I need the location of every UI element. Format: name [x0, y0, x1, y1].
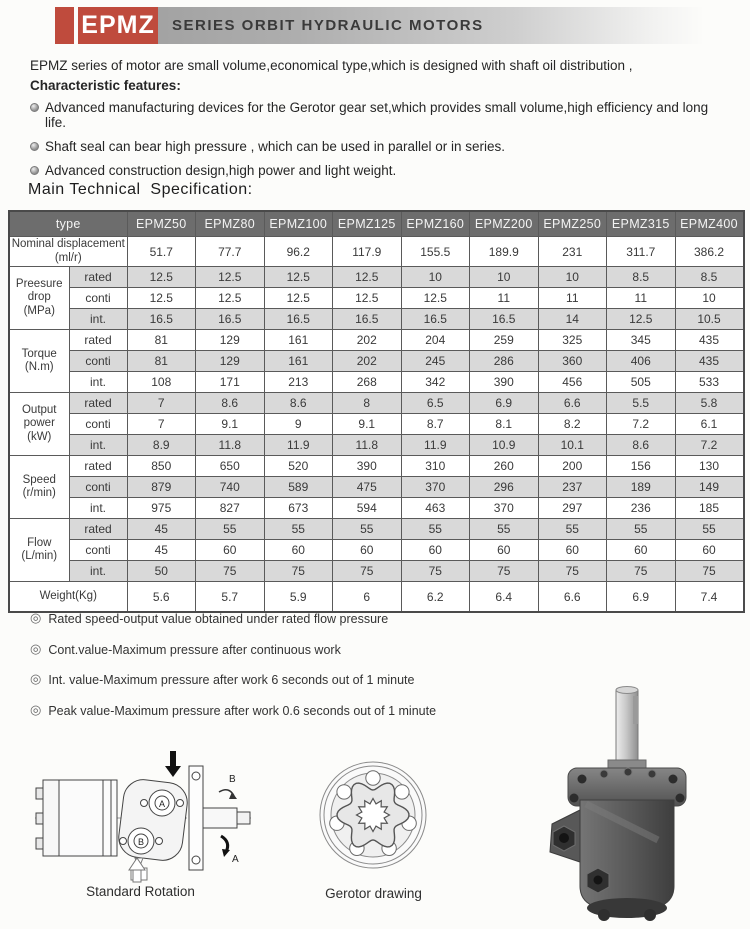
table-row — [9, 519, 744, 540]
value-cell: 7 — [127, 414, 196, 435]
value-cell: 75 — [470, 561, 539, 582]
value-cell: 8.6 — [196, 393, 265, 414]
features-title: Characteristic features: — [30, 78, 181, 93]
group-cell: Nominal displacement (ml/r) — [9, 237, 127, 267]
type-header-cell: type — [9, 211, 127, 237]
table-row — [9, 561, 744, 582]
table-row — [9, 498, 744, 519]
feature-bullet-icon — [30, 103, 39, 112]
value-cell: 50 — [127, 561, 196, 582]
sub-cell: rated — [69, 330, 127, 351]
value-cell: 12.5 — [264, 267, 333, 288]
value-cell: 96.2 — [264, 237, 333, 267]
table-row — [9, 456, 744, 477]
value-cell: 200 — [538, 456, 607, 477]
sub-cell: int. — [69, 561, 127, 582]
header-bar — [78, 7, 705, 44]
feature-item — [30, 139, 732, 154]
value-cell: 370 — [401, 477, 470, 498]
value-cell: 16.5 — [333, 309, 402, 330]
value-cell: 16.5 — [264, 309, 333, 330]
gerotor-figure — [318, 760, 428, 870]
port-b-label: B — [137, 837, 145, 847]
model-header-cell: EPMZ315 — [607, 211, 676, 237]
value-cell: 60 — [538, 540, 607, 561]
note-text: Rated speed-output value obtained under rated flow pressure — [48, 612, 389, 626]
value-cell: 456 — [538, 372, 607, 393]
value-cell: 129 — [196, 330, 265, 351]
value-cell: 360 — [538, 351, 607, 372]
value-cell: 60 — [196, 540, 265, 561]
table-row — [9, 582, 744, 613]
value-cell: 75 — [538, 561, 607, 582]
table-row — [9, 288, 744, 309]
value-cell: 6.6 — [538, 582, 607, 613]
table-row — [9, 372, 744, 393]
model-header-cell: EPMZ400 — [675, 211, 744, 237]
feature-text: Shaft seal can bear high pressure , which can be used in parallel or in series. — [45, 139, 506, 154]
value-cell: 60 — [401, 540, 470, 561]
model-header-cell: EPMZ160 — [401, 211, 470, 237]
header-title: SERIES ORBIT HYDRAULIC MOTORS — [172, 17, 484, 34]
sub-cell: conti — [69, 414, 127, 435]
value-cell: 11.8 — [196, 435, 265, 456]
value-cell: 129 — [196, 351, 265, 372]
value-cell: 213 — [264, 372, 333, 393]
value-cell: 12.5 — [401, 288, 470, 309]
value-cell: 245 — [401, 351, 470, 372]
value-cell: 260 — [470, 456, 539, 477]
sub-cell: rated — [69, 519, 127, 540]
sub-cell: rated — [69, 393, 127, 414]
table-row — [9, 477, 744, 498]
value-cell: 259 — [470, 330, 539, 351]
value-cell: 8.6 — [264, 393, 333, 414]
group-cell: Torque (N.m) — [9, 330, 69, 393]
table-row — [9, 393, 744, 414]
sub-cell: rated — [69, 267, 127, 288]
feature-item — [30, 100, 732, 130]
value-cell: 12.5 — [264, 288, 333, 309]
value-cell: 6 — [333, 582, 402, 613]
value-cell: 149 — [675, 477, 744, 498]
value-cell: 75 — [675, 561, 744, 582]
standard-rotation-figure — [33, 746, 255, 884]
motor-housing — [550, 800, 674, 921]
value-cell: 6.9 — [607, 582, 676, 613]
value-cell: 202 — [333, 330, 402, 351]
value-cell: 650 — [196, 456, 265, 477]
value-cell: 8.1 — [470, 414, 539, 435]
group-cell: Weight(Kg) — [9, 582, 127, 613]
spec-heading: Main Technical Specification: — [28, 181, 253, 198]
end-cover — [43, 780, 59, 856]
value-cell: 8.5 — [675, 267, 744, 288]
sub-cell: int. — [69, 309, 127, 330]
value-cell: 589 — [264, 477, 333, 498]
value-cell: 475 — [333, 477, 402, 498]
value-cell: 12.5 — [196, 267, 265, 288]
value-cell: 8 — [333, 393, 402, 414]
value-cell: 11 — [607, 288, 676, 309]
value-cell: 10.9 — [470, 435, 539, 456]
feature-text: Advanced construction design,high power and light weight. — [45, 163, 397, 178]
value-cell: 117.9 — [333, 237, 402, 267]
value-cell: 11.9 — [401, 435, 470, 456]
value-cell: 268 — [333, 372, 402, 393]
sub-cell: conti — [69, 351, 127, 372]
model-header-cell: EPMZ50 — [127, 211, 196, 237]
value-cell: 8.9 — [127, 435, 196, 456]
value-cell: 8.6 — [607, 435, 676, 456]
table-row — [9, 330, 744, 351]
value-cell: 81 — [127, 351, 196, 372]
value-cell: 12.5 — [127, 267, 196, 288]
value-cell: 6.4 — [470, 582, 539, 613]
rotation-a-label: A — [232, 854, 239, 865]
sub-cell: rated — [69, 456, 127, 477]
features-list — [30, 100, 732, 178]
value-cell: 10 — [401, 267, 470, 288]
value-cell: 55 — [333, 519, 402, 540]
value-cell: 5.9 — [264, 582, 333, 613]
mounting-flange — [189, 766, 203, 870]
value-cell: 342 — [401, 372, 470, 393]
value-cell: 51.7 — [127, 237, 196, 267]
model-header-cell: EPMZ125 — [333, 211, 402, 237]
value-cell: 975 — [127, 498, 196, 519]
standard-rotation-caption: Standard Rotation — [86, 884, 195, 899]
table-header-row — [9, 211, 744, 237]
value-cell: 60 — [470, 540, 539, 561]
value-cell: 5.7 — [196, 582, 265, 613]
value-cell: 7.2 — [607, 414, 676, 435]
table-row — [9, 237, 744, 267]
value-cell: 6.6 — [538, 393, 607, 414]
value-cell: 12.5 — [607, 309, 676, 330]
value-cell: 435 — [675, 330, 744, 351]
value-cell: 370 — [470, 498, 539, 519]
value-cell: 55 — [538, 519, 607, 540]
flow-in-arrow-icon — [165, 751, 181, 777]
value-cell: 10 — [675, 288, 744, 309]
value-cell: 297 — [538, 498, 607, 519]
value-cell: 55 — [675, 519, 744, 540]
value-cell: 12.5 — [333, 288, 402, 309]
note-text: Cont.value-Maximum pressure after continuous work — [48, 642, 341, 657]
value-cell: 10 — [538, 267, 607, 288]
brand-accent-square — [55, 7, 74, 44]
brand-badge: EPMZ — [78, 7, 158, 44]
table-row — [9, 309, 744, 330]
model-header-cell: EPMZ80 — [196, 211, 265, 237]
value-cell: 12.5 — [333, 267, 402, 288]
intro-section — [30, 58, 732, 187]
value-cell: 77.7 — [196, 237, 265, 267]
value-cell: 81 — [127, 330, 196, 351]
value-cell: 16.5 — [470, 309, 539, 330]
value-cell: 11.8 — [333, 435, 402, 456]
value-cell: 520 — [264, 456, 333, 477]
value-cell: 55 — [470, 519, 539, 540]
value-cell: 435 — [675, 351, 744, 372]
value-cell: 311.7 — [607, 237, 676, 267]
feature-item — [30, 163, 732, 178]
value-cell: 16.5 — [401, 309, 470, 330]
valve-plate — [116, 777, 189, 862]
value-cell: 204 — [401, 330, 470, 351]
value-cell: 75 — [333, 561, 402, 582]
value-cell: 55 — [264, 519, 333, 540]
value-cell: 740 — [196, 477, 265, 498]
value-cell: 6.2 — [401, 582, 470, 613]
value-cell: 386.2 — [675, 237, 744, 267]
value-cell: 463 — [401, 498, 470, 519]
value-cell: 236 — [607, 498, 676, 519]
value-cell: 10.5 — [675, 309, 744, 330]
value-cell: 75 — [264, 561, 333, 582]
group-cell: Flow (L/min) — [9, 519, 69, 582]
value-cell: 161 — [264, 330, 333, 351]
note-text: Int. value-Maximum pressure after work 6 seconds out of 1 minute — [48, 673, 415, 687]
motor-photo — [540, 682, 710, 929]
value-cell: 5.6 — [127, 582, 196, 613]
value-cell: 594 — [333, 498, 402, 519]
value-cell: 12.5 — [127, 288, 196, 309]
value-cell: 45 — [127, 540, 196, 561]
value-cell: 10.1 — [538, 435, 607, 456]
value-cell: 850 — [127, 456, 196, 477]
value-cell: 390 — [470, 372, 539, 393]
value-cell: 8.5 — [607, 267, 676, 288]
value-cell: 827 — [196, 498, 265, 519]
feature-bullet-icon — [30, 166, 39, 175]
value-cell: 189 — [607, 477, 676, 498]
value-cell: 55 — [196, 519, 265, 540]
group-cell: Speed (r/min) — [9, 456, 69, 519]
sub-cell: int. — [69, 372, 127, 393]
table-row — [9, 435, 744, 456]
value-cell: 6.5 — [401, 393, 470, 414]
table-row — [9, 267, 744, 288]
value-cell: 16.5 — [196, 309, 265, 330]
value-cell: 189.9 — [470, 237, 539, 267]
value-cell: 533 — [675, 372, 744, 393]
note-bullet-icon: ◎ — [30, 701, 42, 717]
value-cell: 9.1 — [196, 414, 265, 435]
note-bullet-icon: ◎ — [30, 671, 42, 686]
output-shaft — [203, 808, 237, 828]
table-row — [9, 540, 744, 561]
sub-cell: int. — [69, 498, 127, 519]
model-header-cell: EPMZ200 — [470, 211, 539, 237]
sub-cell: conti — [69, 477, 127, 498]
value-cell: 5.8 — [675, 393, 744, 414]
motor-shaft — [616, 687, 638, 765]
value-cell: 9.1 — [333, 414, 402, 435]
value-cell: 6.9 — [470, 393, 539, 414]
group-cell: Preesure drop (MPa) — [9, 267, 69, 330]
table-row — [9, 414, 744, 435]
value-cell: 156 — [607, 456, 676, 477]
value-cell: 12.5 — [196, 288, 265, 309]
value-cell: 9 — [264, 414, 333, 435]
sub-cell: int. — [69, 435, 127, 456]
rotation-b-label: B — [229, 774, 236, 785]
value-cell: 5.5 — [607, 393, 676, 414]
value-cell: 60 — [675, 540, 744, 561]
value-cell: 8.2 — [538, 414, 607, 435]
value-cell: 406 — [607, 351, 676, 372]
motor-body-outline — [59, 780, 117, 856]
sub-cell: conti — [69, 540, 127, 561]
value-cell: 286 — [470, 351, 539, 372]
value-cell: 60 — [333, 540, 402, 561]
note-item — [30, 640, 670, 657]
value-cell: 325 — [538, 330, 607, 351]
value-cell: 108 — [127, 372, 196, 393]
value-cell: 75 — [196, 561, 265, 582]
value-cell: 7.4 — [675, 582, 744, 613]
feature-bullet-icon — [30, 142, 39, 151]
value-cell: 55 — [401, 519, 470, 540]
value-cell: 10 — [470, 267, 539, 288]
end-cover-bolts — [36, 788, 43, 849]
value-cell: 7.2 — [675, 435, 744, 456]
value-cell: 60 — [607, 540, 676, 561]
value-cell: 130 — [675, 456, 744, 477]
note-bullet-icon: ◎ — [30, 610, 42, 625]
value-cell: 60 — [264, 540, 333, 561]
flow-out-arrow-icon — [129, 858, 147, 882]
value-cell: 296 — [470, 477, 539, 498]
gerotor-caption: Gerotor drawing — [325, 886, 422, 901]
value-cell: 75 — [401, 561, 470, 582]
value-cell: 16.5 — [127, 309, 196, 330]
value-cell: 11.9 — [264, 435, 333, 456]
value-cell: 7 — [127, 393, 196, 414]
value-cell: 231 — [538, 237, 607, 267]
intro-lead: EPMZ series of motor are small volume,economical type,which is designed with shaft oil distribution , — [30, 58, 633, 73]
value-cell: 673 — [264, 498, 333, 519]
group-cell: Output power (kW) — [9, 393, 69, 456]
port-a-label: A — [158, 799, 166, 809]
value-cell: 8.7 — [401, 414, 470, 435]
value-cell: 11 — [470, 288, 539, 309]
spec-table — [8, 210, 745, 613]
value-cell: 45 — [127, 519, 196, 540]
value-cell: 390 — [333, 456, 402, 477]
value-cell: 237 — [538, 477, 607, 498]
value-cell: 879 — [127, 477, 196, 498]
value-cell: 11 — [538, 288, 607, 309]
value-cell: 55 — [607, 519, 676, 540]
value-cell: 185 — [675, 498, 744, 519]
note-bullet-icon: ◎ — [30, 640, 42, 656]
value-cell: 505 — [607, 372, 676, 393]
value-cell: 155.5 — [401, 237, 470, 267]
value-cell: 171 — [196, 372, 265, 393]
value-cell: 14 — [538, 309, 607, 330]
value-cell: 6.1 — [675, 414, 744, 435]
value-cell: 161 — [264, 351, 333, 372]
model-header-cell: EPMZ250 — [538, 211, 607, 237]
sub-cell: conti — [69, 288, 127, 309]
feature-text: Advanced manufacturing devices for the Gerotor gear set,which provides small volume,high efficiency and long life. — [45, 100, 709, 130]
note-text: Peak value-Maximum pressure after work 0.6 seconds out of 1 minute — [48, 703, 437, 718]
value-cell: 310 — [401, 456, 470, 477]
value-cell: 202 — [333, 351, 402, 372]
note-item — [30, 612, 670, 626]
model-header-cell: EPMZ100 — [264, 211, 333, 237]
value-cell: 75 — [607, 561, 676, 582]
table-row — [9, 351, 744, 372]
value-cell: 345 — [607, 330, 676, 351]
